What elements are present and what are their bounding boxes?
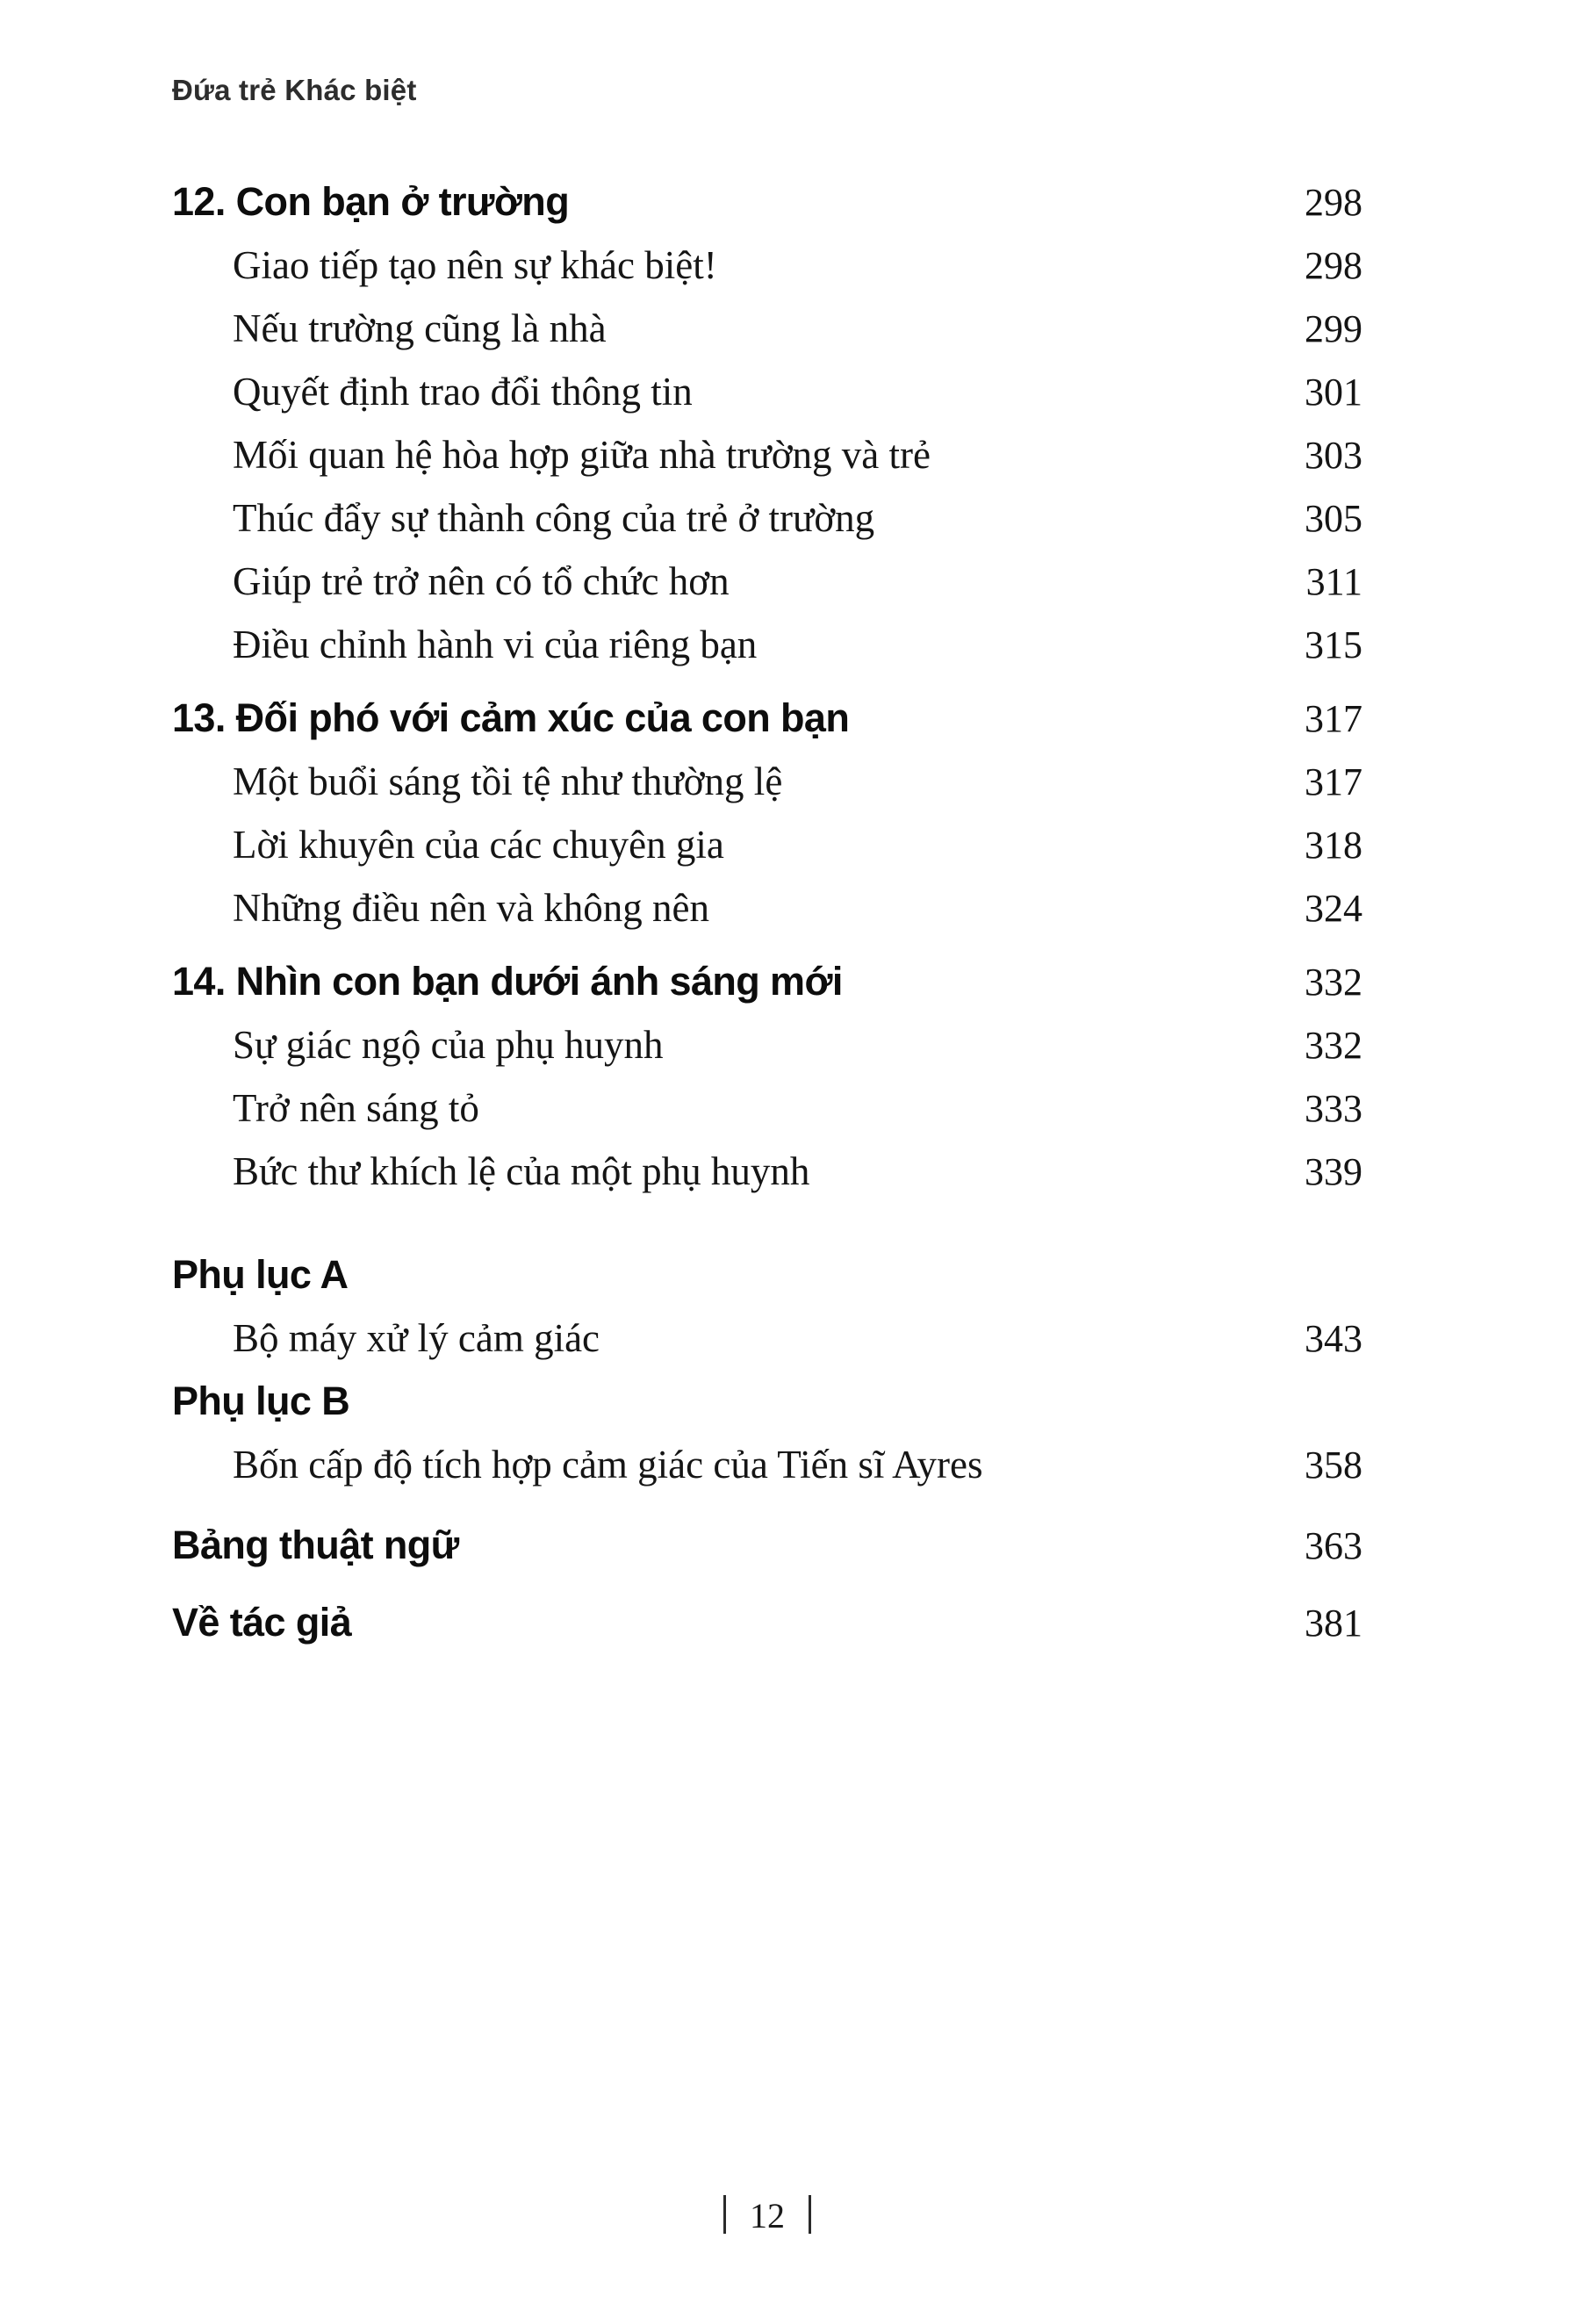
toc-appendix-row bbox=[172, 1370, 1362, 1433]
glossary-title: Bảng thuật ngữ bbox=[172, 1523, 459, 1567]
entry-title: Thúc đẩy sự thành công của trẻ ở trường bbox=[233, 496, 875, 540]
page-number: 332 bbox=[1305, 960, 1362, 1004]
about-author-title: Về tác giả bbox=[172, 1600, 352, 1645]
toc-entry-row bbox=[172, 486, 1362, 550]
toc-chapter-row bbox=[172, 950, 1362, 1013]
entry-title: Sự giác ngộ của phụ huynh bbox=[233, 1023, 664, 1067]
entry-title: Một buổi sáng tồi tệ như thường lệ bbox=[233, 760, 783, 803]
page-number: 311 bbox=[1305, 559, 1362, 603]
entry-title: Bộ máy xử lý cảm giác bbox=[233, 1316, 600, 1360]
toc-chapter-row bbox=[172, 687, 1362, 750]
toc-entry-row bbox=[172, 1307, 1362, 1370]
page-number: 333 bbox=[1305, 1086, 1362, 1130]
toc-entry-row bbox=[172, 297, 1362, 360]
entry-title: Những điều nên và không nên bbox=[233, 886, 710, 930]
table-of-contents bbox=[172, 170, 1362, 1654]
page-number: 317 bbox=[1305, 696, 1362, 740]
page-number: 339 bbox=[1305, 1149, 1362, 1193]
entry-title: Giúp trẻ trở nên có tổ chức hơn bbox=[233, 559, 730, 603]
toc-entry-row bbox=[172, 1013, 1362, 1076]
page-number: 318 bbox=[1305, 823, 1362, 867]
toc-entry-row bbox=[172, 234, 1362, 297]
appendix-title: Phụ lục B bbox=[172, 1379, 350, 1423]
toc-entry-row bbox=[172, 613, 1362, 676]
entry-title: Bức thư khích lệ của một phụ huynh bbox=[233, 1149, 810, 1193]
page-number: 299 bbox=[1305, 306, 1362, 350]
toc-entry-row bbox=[172, 750, 1362, 813]
running-header-book-title: Đứa trẻ Khác biệt bbox=[172, 74, 417, 106]
toc-entry-row bbox=[172, 1076, 1362, 1140]
page-number: 343 bbox=[1305, 1316, 1362, 1360]
toc-glossary-row bbox=[172, 1514, 1362, 1577]
page-number: 303 bbox=[1305, 433, 1362, 477]
page-number: 317 bbox=[1305, 760, 1362, 803]
page-number: 315 bbox=[1305, 623, 1362, 666]
entry-title: Điều chỉnh hành vi của riêng bạn bbox=[233, 623, 758, 666]
entry-title: Giao tiếp tạo nên sự khác biệt! bbox=[233, 243, 717, 287]
toc-entry-row bbox=[172, 423, 1362, 486]
toc-entry-row bbox=[172, 360, 1362, 423]
toc-entry-row bbox=[172, 813, 1362, 876]
page-number: 301 bbox=[1305, 370, 1362, 414]
page-number: 358 bbox=[1305, 1443, 1362, 1487]
entry-title: Nếu trường cũng là nhà bbox=[233, 306, 607, 350]
folio-page-number: 12 bbox=[750, 2196, 785, 2235]
toc-entry-row bbox=[172, 1140, 1362, 1203]
page-footer bbox=[172, 2195, 1362, 2234]
footer-rule-left bbox=[723, 2195, 726, 2234]
page-number: 332 bbox=[1305, 1023, 1362, 1067]
page-number: 298 bbox=[1305, 243, 1362, 287]
entry-title: Lời khuyên của các chuyên gia bbox=[233, 823, 724, 867]
toc-entry-row bbox=[172, 550, 1362, 613]
entry-title: Trở nên sáng tỏ bbox=[233, 1086, 479, 1130]
entry-title: Mối quan hệ hòa hợp giữa nhà trường và trẻ bbox=[233, 433, 931, 477]
entry-title: Bốn cấp độ tích hợp cảm giác của Tiến sĩ Ayres bbox=[233, 1443, 983, 1487]
page-number: 363 bbox=[1305, 1523, 1362, 1567]
toc-appendix-row bbox=[172, 1243, 1362, 1307]
footer-rule-right bbox=[809, 2195, 811, 2234]
toc-entry-row bbox=[172, 876, 1362, 940]
entry-title: Quyết định trao đổi thông tin bbox=[233, 370, 693, 414]
chapter-title: 13. Đối phó với cảm xúc của con bạn bbox=[172, 695, 850, 740]
appendix-title: Phụ lục A bbox=[172, 1252, 349, 1297]
page-number: 298 bbox=[1305, 180, 1362, 224]
page-number: 324 bbox=[1305, 886, 1362, 930]
page-number: 381 bbox=[1305, 1601, 1362, 1645]
chapter-title: 14. Nhìn con bạn dưới ánh sáng mới bbox=[172, 959, 843, 1004]
toc-author-row bbox=[172, 1591, 1362, 1654]
page-number: 305 bbox=[1305, 496, 1362, 540]
chapter-title: 12. Con bạn ở trường bbox=[172, 179, 570, 224]
toc-chapter-row bbox=[172, 170, 1362, 234]
toc-entry-row bbox=[172, 1433, 1362, 1496]
